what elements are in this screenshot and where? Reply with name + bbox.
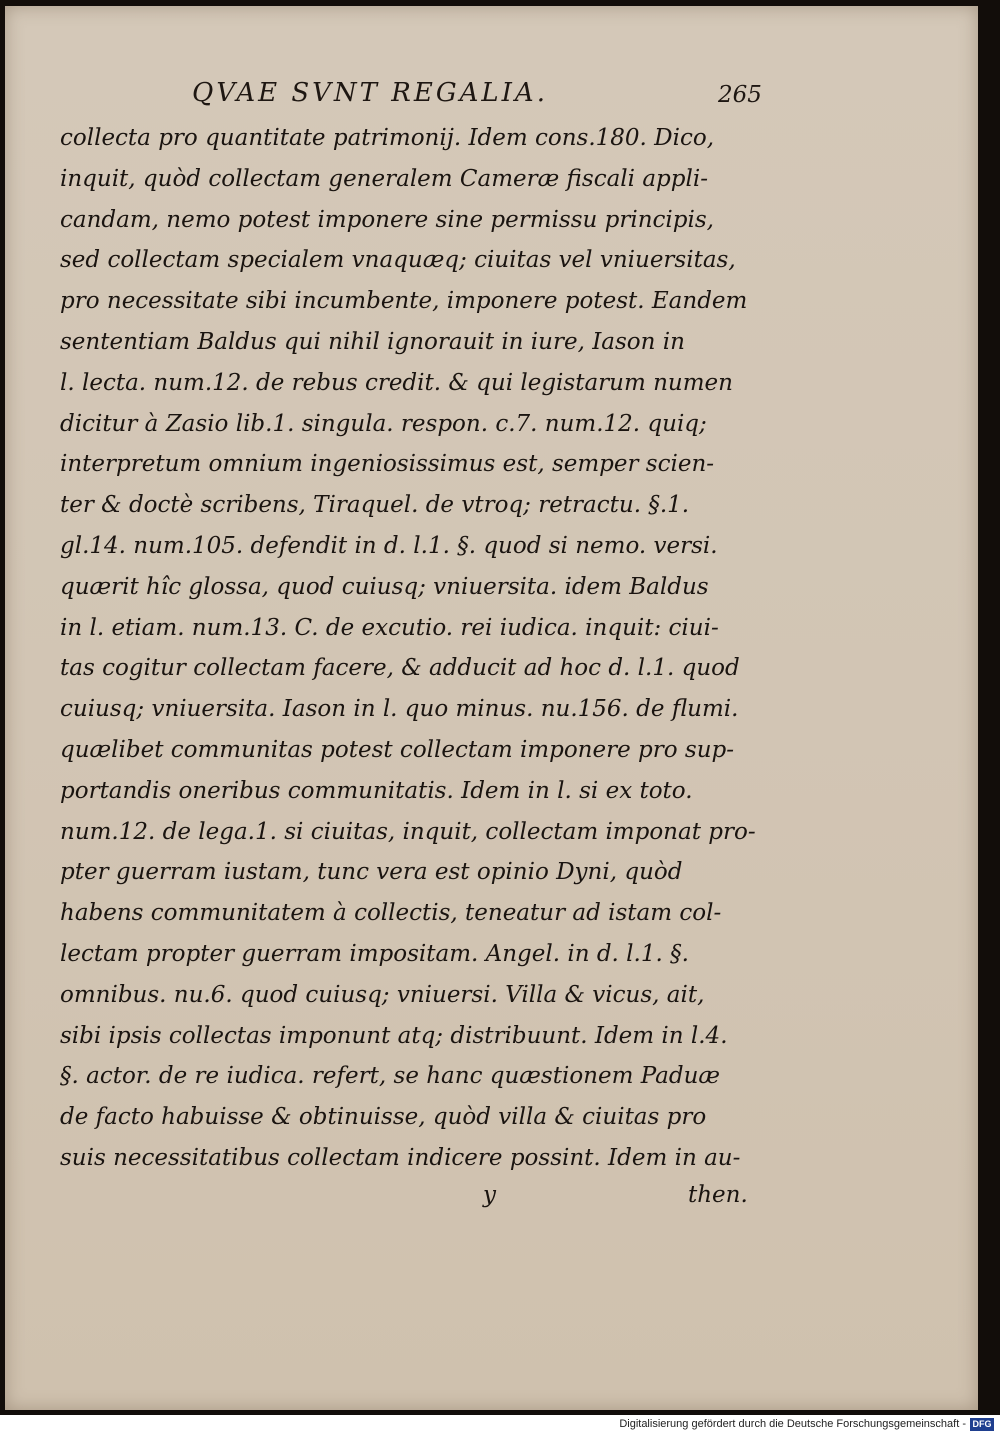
- text-line: gl.14. num.105. defendit in d. l.1. §. quod si nemo. versi.: [60, 532, 718, 559]
- attribution-text: Digitalisierung gefördert durch die Deutsche Forschungsgemeinschaft -: [619, 1418, 966, 1430]
- text-line: tas cogitur collectam facere, & adducit ad hoc d. l.1. quod: [60, 655, 740, 682]
- text-line: num.12. de lega.1. si ciuitas, inquit, collectam imponat pro-: [60, 818, 756, 845]
- book-page: [5, 6, 978, 1410]
- text-line: suis necessitatibus collectam indicere possint. Idem in au-: [60, 1144, 741, 1171]
- text-line: dicitur à Zasio lib.1. singula. respon. c.7. num.12. quiq;: [60, 410, 707, 437]
- text-line: omnibus. nu.6. quod cuiusq; vniuersi. Villa & vicus, ait,: [60, 981, 705, 1008]
- text-line: collecta pro quantitate patrimonij. Idem cons.180. Dico,: [60, 125, 715, 151]
- text-line: lectam propter guerram impositam. Angel. in d. l.1. §.: [60, 940, 689, 967]
- catchword-row: [5, 1182, 978, 1216]
- text-line: §. actor. de re iudica. refert, se hanc quæstionem Paduæ: [60, 1063, 721, 1090]
- text-line: candam, nemo potest imponere sine permissu principis,: [60, 206, 714, 233]
- running-title: QVAE SVNT REGALIA.: [192, 78, 548, 108]
- text-line: sententiam Baldus qui nihil ignorauit in iure, Iason in: [60, 328, 685, 355]
- catchword: then.: [688, 1182, 748, 1208]
- text-line: pro necessitate sibi incumbente, imponere potest. Eandem: [60, 288, 748, 315]
- attribution-footer: [0, 1415, 1000, 1435]
- page-number: 265: [718, 82, 762, 108]
- text-line: inquit, quòd collectam generalem Cameræ fiscali appli-: [60, 165, 708, 192]
- text-line: cuiusq; vniuersita. Iason in l. quo minus. nu.156. de flumi.: [60, 696, 739, 723]
- text-line: sed collectam specialem vnaquæq; ciuitas vel vniuersitas,: [60, 247, 736, 274]
- text-line: sibi ipsis collectas imponunt atq; distribuunt. Idem in l.4.: [60, 1022, 728, 1049]
- text-line: quærit hîc glossa, quod cuiusq; vniuersita. idem Baldus: [60, 573, 709, 600]
- dfg-logo: DFG: [970, 1418, 994, 1431]
- text-line: in l. etiam. num.13. C. de excutio. rei iudica. inquit: ciui-: [60, 614, 719, 641]
- text-line: portandis oneribus communitatis. Idem in l. si ex toto.: [60, 777, 693, 804]
- page-header: [5, 78, 978, 118]
- signature-mark: y: [483, 1182, 496, 1208]
- text-line: interpretum omnium ingeniosissimus est, semper scien-: [60, 451, 715, 478]
- text-line: de facto habuisse & obtinuisse, quòd villa & ciuitas pro: [60, 1104, 707, 1131]
- text-line: pter guerram iustam, tunc vera est opinio Dyni, quòd: [60, 859, 683, 886]
- body-text: [60, 118, 760, 1179]
- text-line: habens communitatem à collectis, teneatur ad istam col-: [60, 900, 722, 927]
- text-line: quælibet communitas potest collectam imponere pro sup-: [60, 736, 735, 763]
- text-line: ter & doctè scribens, Tiraquel. de vtroq; retractu. §.1.: [60, 492, 690, 519]
- text-line: l. lecta. num.12. de rebus credit. & qui legistarum numen: [60, 369, 733, 396]
